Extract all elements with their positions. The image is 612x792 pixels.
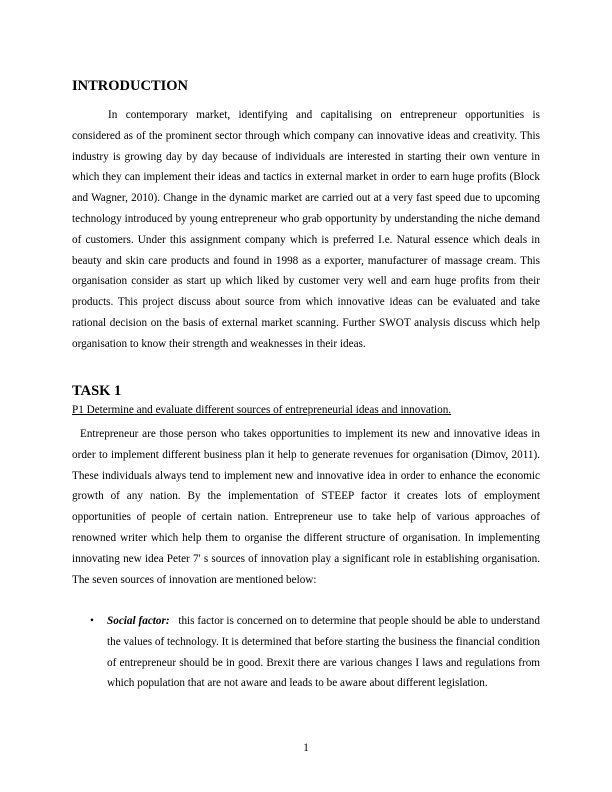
sources-bullet-list (72, 611, 540, 694)
task1-heading: TASK 1 (72, 383, 122, 399)
introduction-paragraph: In contemporary market, identifying and capitalising on entrepreneur opportunities is considered as of the prominent sector through which company can innovative ideas and creativity. This industry is growing day by day because of individuals are interested in starting their own venture in which they can implement their ideas and tactics in external market in order to earn huge profits (Block and Wagner, 2010). Change in the dynamic market are carried out at a very fast speed due to upcoming technology introduced by young entrepreneur who grab opportunity by understanding the niche demand of customers. Under this assignment company which is preferred I.e. Natural essence which deals in beauty and skin care products and found in 1998 as a exporter, manufacturer of massage cream. This organisation consider as start up which liked by customer very well and earn huge profits from their products. This project discuss about source from which innovative ideas can be evaluated and take rational decision on the basis of external market scanning. Further SWOT analysis discuss which help organisation to know their strength and weaknesses in their ideas. (72, 109, 540, 350)
bullet-term: Social factor: (107, 615, 170, 627)
bullet-dot-icon: • (90, 615, 94, 627)
bullet-text: this factor is concerned on to determine that people should be able to understand the values of technology. It is determined that before starting the business the financial condition of entrepreneur should be in good. Brexit there are various changes I laws and regulations from which population that are not aware and leads to be aware about different legislation. (107, 615, 540, 690)
introduction-heading: INTRODUCTION (72, 78, 189, 94)
task1-subheading: P1 Determine and evaluate different sources of entrepreneurial ideas and innovation. (72, 404, 452, 416)
bullet-item-social-factor (72, 611, 540, 694)
task1-paragraph: Entrepreneur are those person who takes opportunities to implement its new and innovative ideas in order to implement different business plan it help to generate revenues for organisation (Dimov, 2011). These individuals always tend to implement new and innovative idea in order to enhance the economic growth of any nation. By the implementation of STEEP factor it creates lots of employment opportunities of people of certain nation. Entrepreneur use to take help of various approaches of renowned writer which help them to organise the different structure of organisation. In implementing innovating new idea Peter 7' s sources of innovation play a significant role in establishing organisation. The seven sources of innovation are mentioned below: (72, 428, 540, 586)
page-number: 1 (303, 742, 309, 754)
